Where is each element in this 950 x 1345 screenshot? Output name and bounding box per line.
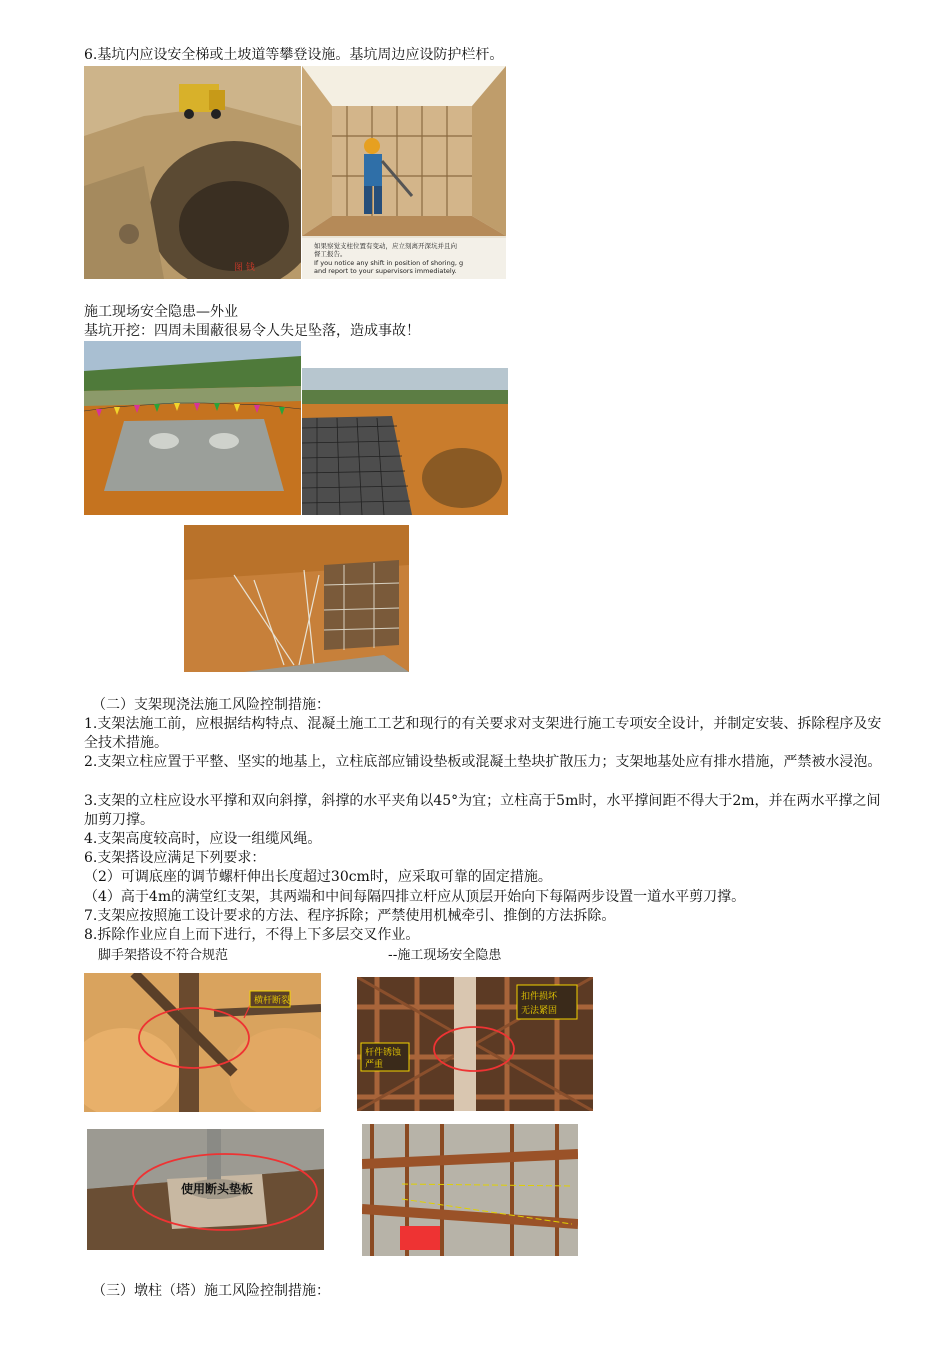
label-broken-pad: 使用断头垫板 xyxy=(181,1182,254,1196)
poster-caption-cn1: 如果察觉支柱位置有变动，应立刻离开深坑并且向 xyxy=(314,242,457,250)
label-fastener-damage-1: 扣件损坏 xyxy=(521,992,558,1002)
section2-item-7: 7.支架应按照施工设计要求的方法、程序拆除；严禁使用机械牵引、推倒的方法拆除。 xyxy=(84,908,616,924)
pit-with-flags-photo xyxy=(84,341,301,515)
label-broken-pole: 横杆断裂 xyxy=(254,996,291,1006)
hazard-section-title: 施工现场安全隐患—外业 xyxy=(84,304,238,320)
section2-item-4: 4.支架高度较高时，应设一组缆风绳。 xyxy=(84,831,322,847)
section2-item-8: 8.拆除作业应自上而下进行，不得上下多层交叉作业。 xyxy=(84,927,420,943)
item6-text: 6.基坑内应设安全梯或土坡道等攀登设施。基坑周边应设防护栏杆。 xyxy=(84,47,504,63)
scaffold-pipes-photo xyxy=(362,1124,578,1256)
label-fastener-damage-2: 无法紧固 xyxy=(521,1006,558,1016)
scaffold-heading-right: --施工现场安全隐患 xyxy=(388,948,502,963)
broken-pole-photo xyxy=(84,973,321,1112)
photo-credit: 图 钱 xyxy=(234,263,255,273)
broken-pad-photo xyxy=(87,1129,324,1250)
formwork-pit-photo xyxy=(184,525,409,672)
hazard-section-desc: 基坑开挖：四周未围蔽很易令人失足坠落，造成事故！ xyxy=(84,323,420,339)
scaffold-heading-left: 脚手架搭设不符合规范 xyxy=(98,948,229,963)
section2-item-6-2: （2）可调底座的调节螺杆伸出长度超过30cm时，应采取可靠的固定措施。 xyxy=(84,869,552,885)
section2-item-2: 2.支架立柱应置于平整、坚实的地基上，立柱底部应铺设垫板或混凝土垫块扩散压力；支架地基处应有排水措施，严禁被水浸泡。 xyxy=(84,754,882,770)
section2-item-1: 1.支架法施工前，应根据结构特点、混凝土施工工艺和现行的有关要求对支架进行施工专项安全设计，并制定安装、拆除程序及安全技术措施。 xyxy=(84,716,882,751)
excavation-truck-photo xyxy=(84,66,301,279)
section2-item-6: 6.支架搭设应满足下列要求： xyxy=(84,850,266,866)
section2-item-6-4: （4）高于4m的满堂红支架，其两端和中间每隔四排立杆应从顶层开始向下每隔两步设置一道水平剪刀撑。 xyxy=(84,889,746,905)
section2-item-3: 3.支架的立柱应设水平撑和双向斜撑，斜撑的水平夹角以45°为宜；立柱高于5m时，水平撑间距不得大于2m，并在两水平撑之间加剪刀撑。 xyxy=(84,793,881,828)
label-rust-2: 严重 xyxy=(365,1060,384,1070)
poster-caption-en1: If you notice any shift in position of shoring, g xyxy=(314,259,464,267)
section2-title: （二）支架现浇法施工风险控制措施： xyxy=(92,697,330,713)
rusty-scaffold-photo xyxy=(357,977,593,1111)
shoring-poster-illustration xyxy=(302,66,506,279)
poster-caption-cn2: 督工报告。 xyxy=(314,250,347,258)
label-rust-1: 杆件锈蚀 xyxy=(365,1048,402,1058)
poster-caption-en2: and report to your supervisors immediately. xyxy=(314,267,457,275)
rebar-pit-photo xyxy=(302,368,508,515)
section3-title: （三）墩柱（塔）施工风险控制措施： xyxy=(92,1283,330,1299)
